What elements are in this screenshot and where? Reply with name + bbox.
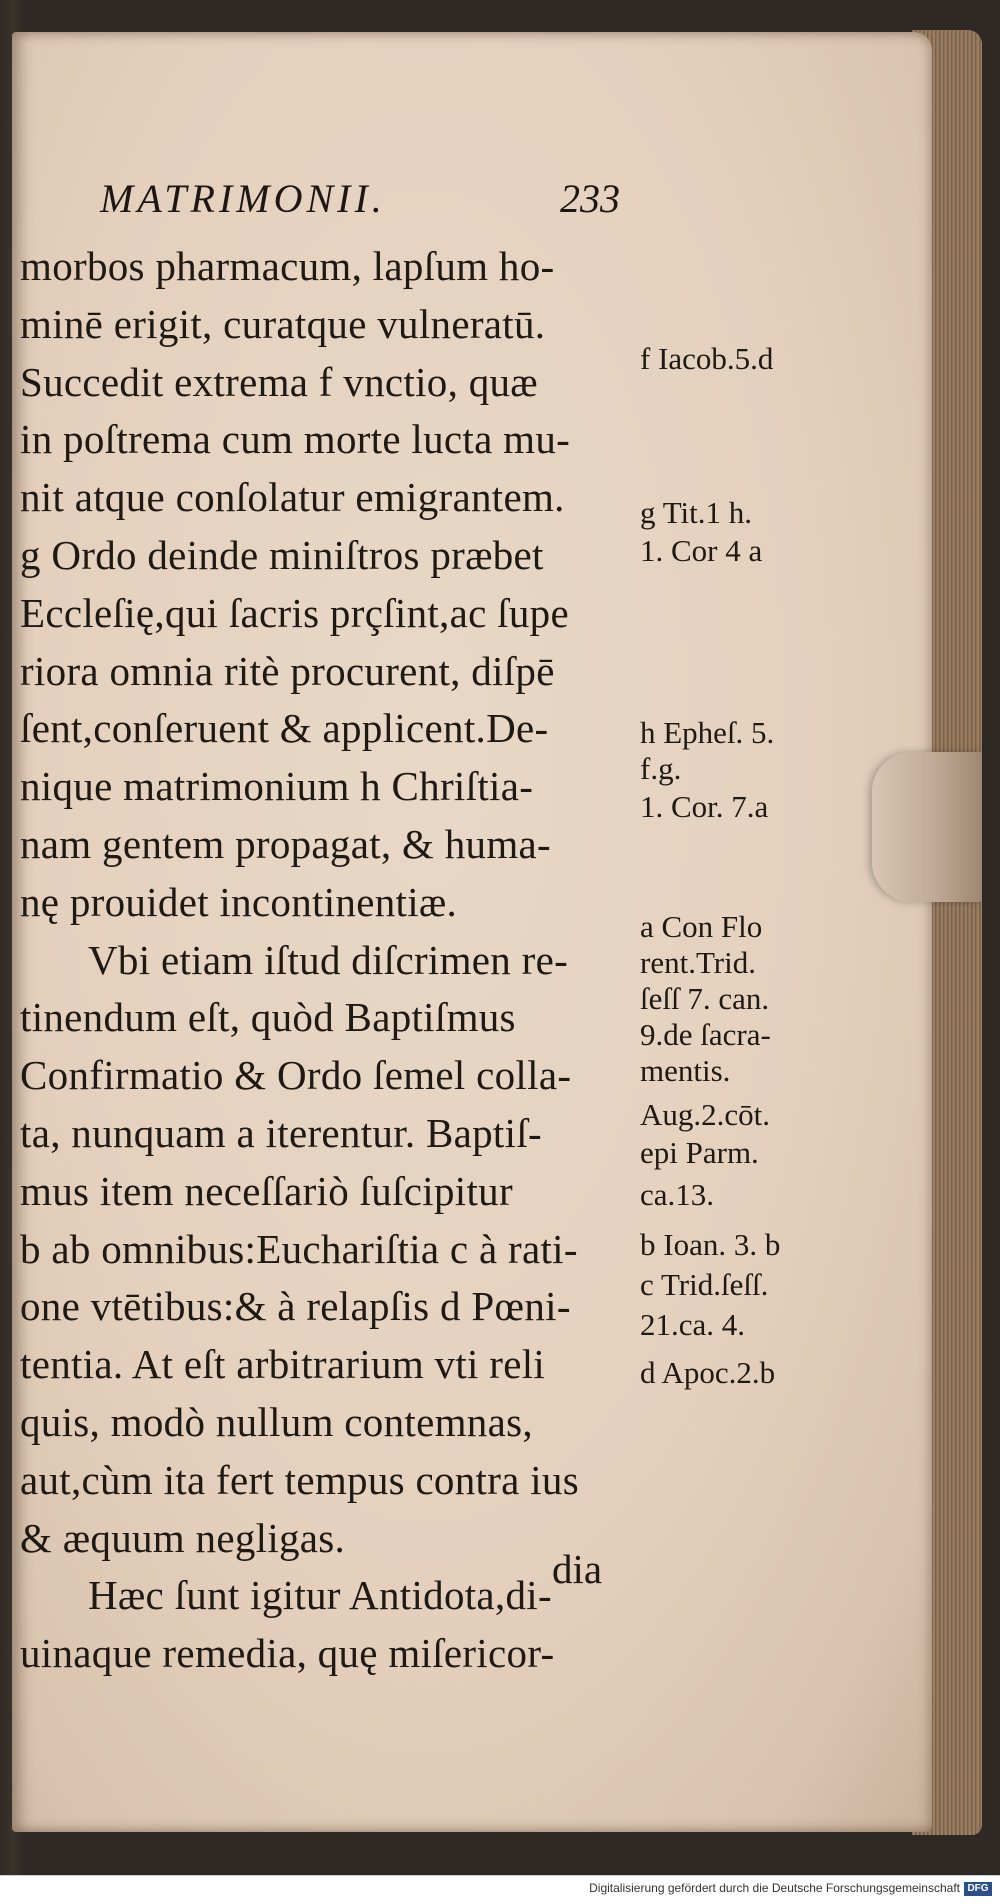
text-line: minē erigit, curatque vulneratū. [20,300,546,347]
text-line: ſent,conſeruent & applicent.De- [20,705,549,752]
text-line: quis, modò nullum contemnas, [20,1398,533,1445]
margin-note: 1. Cor. 7.a [640,789,769,824]
margin-note: ſeſſ 7. can. [640,981,770,1016]
margin-note: 9.de ſacra- [640,1017,771,1052]
margin-note: rent.Trid. [640,945,756,980]
margin-note: f Iacob.5.d [640,341,774,376]
text-line: tinendum eſt, quòd Baptiſmus [20,994,516,1041]
page-number: 233 [560,176,620,221]
margin-note: g Tit.1 h. [640,495,753,530]
margin-note: Aug.2.cōt. [640,1097,771,1132]
margin-note: 1. Cor 4 a [640,533,763,568]
text-line: ta, nunquam a iterentur. Baptiſ- [20,1109,542,1156]
text-line: Eccleſię,qui ſacris prçſint,ac ſupe [20,589,569,636]
digitization-credit-bar [0,1875,1000,1904]
text-line: nam gentem propagat, & huma- [20,820,551,867]
body-text [20,238,640,1683]
text-line: tentia. At eſt arbitrarium vti reli [20,1341,546,1388]
catchword: dia [552,1546,603,1592]
running-title: MATRIMONII. [100,176,386,221]
margin-note: f.g. [640,751,682,786]
margin-note: mentis. [640,1053,731,1088]
text-line: nique matrimonium h Chriſtia- [20,763,534,810]
text-line: & æquum negligas. [20,1514,346,1561]
margin-note: 21.ca. 4. [640,1307,746,1342]
margin-note: d Apoc.2.b [640,1355,776,1390]
text-line: Succedit extrema f vnctio, quæ [20,358,538,405]
text-line: in poſtrema cum morte lucta mu- [20,416,571,463]
text-line: Vbi etiam iſtud diſcrimen re- [88,936,569,983]
text-line: morbos pharmacum, lapſum ho- [20,243,555,289]
margin-note: c Trid.ſeſſ. [640,1267,769,1302]
text-line: Hæc ſunt igitur Antidota,di- [88,1572,552,1619]
text-line: nę prouidet incontinentiæ. [20,878,458,925]
text-line: uinaque remedia, quę miſericor- [20,1630,555,1677]
running-header [100,175,620,227]
credit-text: Digitalisierung gefördert durch die Deutsche Forschungsgemeinschaft [589,1881,960,1895]
book-clasp [872,752,982,902]
text-line: aut,cùm ita fert tempus contra ius [20,1456,579,1503]
margin-note: epi Parm. [640,1135,759,1170]
text-line: riora omnia ritè procurent, diſpē [20,647,555,694]
text-line: Confirmatio & Ordo ſemel colla- [20,1052,572,1099]
margin-note: a Con Flo [640,909,763,944]
text-line: g Ordo deinde miniſtros præbet [20,531,544,578]
margin-note: ca.13. [640,1177,715,1212]
margin-note: b Ioan. 3. b [640,1227,781,1262]
text-line: mus item neceſſariò ſuſcipitur [20,1167,513,1214]
dfg-logo: DFG [964,1882,992,1896]
text-line: nit atque conſolatur emigrantem. [20,474,565,521]
margin-note: h Epheſ. 5. [640,715,775,750]
text-line: one vtētibus:& à relapſis d Pœni- [20,1283,571,1330]
text-line: b ab omnibus:Euchariſtia c à rati- [20,1225,578,1272]
